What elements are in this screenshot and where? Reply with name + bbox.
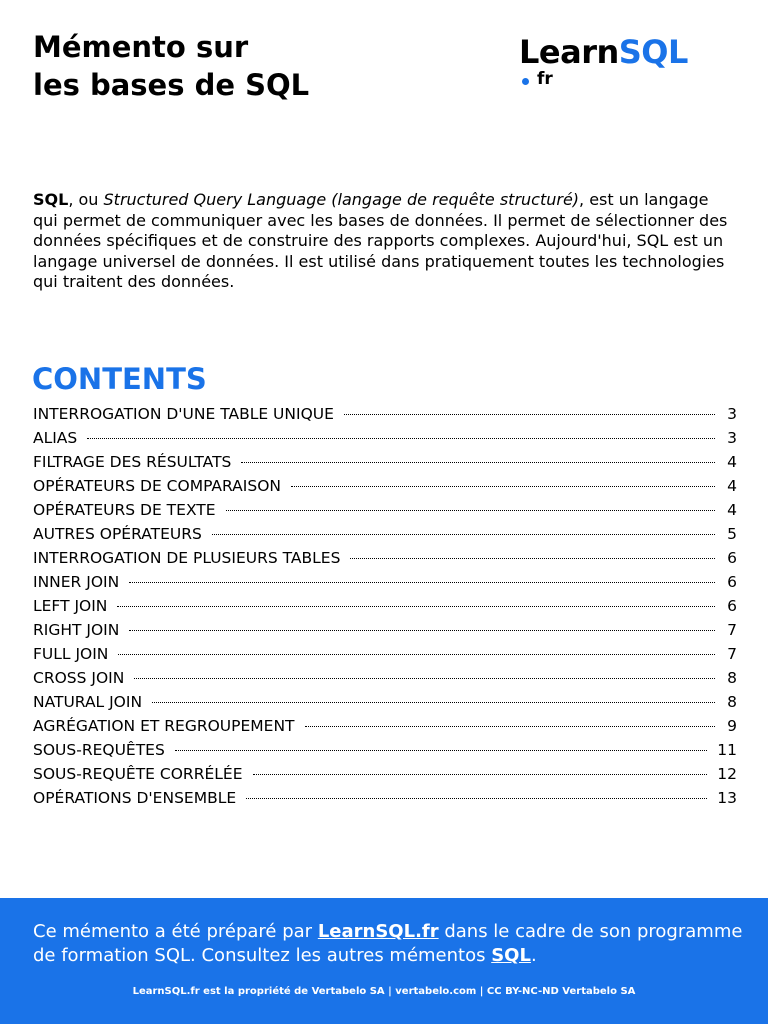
toc-dot-leader bbox=[87, 438, 715, 439]
footer-text bbox=[33, 920, 748, 968]
toc-entry-label: NATURAL JOIN bbox=[33, 693, 143, 711]
toc-dot-leader bbox=[129, 582, 715, 583]
toc-entry-page-number: 6 bbox=[727, 597, 737, 615]
toc-entry[interactable] bbox=[33, 498, 737, 522]
toc-dot-leader bbox=[152, 702, 715, 703]
toc-entry-label: RIGHT JOIN bbox=[33, 621, 120, 639]
toc-dot-leader bbox=[241, 462, 715, 463]
toc-dot-leader bbox=[291, 486, 715, 487]
toc-dot-leader bbox=[226, 510, 715, 511]
toc-entry[interactable] bbox=[33, 426, 737, 450]
page-title-line-2: les bases de SQL bbox=[33, 68, 310, 102]
intro-italic-term: Structured Query Language (langage de requête structuré) bbox=[103, 190, 580, 209]
toc-entry-page-number: 5 bbox=[727, 525, 737, 543]
intro-connector: , ou bbox=[68, 190, 104, 209]
toc-entry[interactable] bbox=[33, 522, 737, 546]
toc-entry-page-number: 8 bbox=[727, 669, 737, 687]
toc-entry[interactable] bbox=[33, 762, 737, 786]
footer-text-part-3: . bbox=[530, 945, 537, 966]
toc-entry-label: FILTRAGE DES RÉSULTATS bbox=[33, 453, 232, 471]
toc-entry-label: FULL JOIN bbox=[33, 645, 109, 663]
toc-dot-leader bbox=[350, 558, 715, 559]
toc-entry-label: INTERROGATION D'UNE TABLE UNIQUE bbox=[33, 405, 334, 423]
toc-entry-page-number: 4 bbox=[727, 477, 737, 495]
toc-entry-page-number: 7 bbox=[727, 645, 737, 663]
toc-dot-leader bbox=[118, 654, 715, 655]
toc-entry[interactable] bbox=[33, 594, 737, 618]
toc-entry-label: SOUS-REQUÊTES bbox=[33, 741, 165, 759]
toc-entry[interactable] bbox=[33, 786, 737, 810]
toc-entry-page-number: 6 bbox=[727, 573, 737, 591]
toc-entry-page-number: 13 bbox=[717, 789, 737, 807]
table-of-contents bbox=[33, 402, 737, 810]
sql-cheat-sheets-link[interactable]: SQL bbox=[491, 945, 531, 966]
toc-entry[interactable] bbox=[33, 618, 737, 642]
toc-entry-page-number: 3 bbox=[727, 429, 737, 447]
toc-entry-label: ALIAS bbox=[33, 429, 78, 447]
toc-dot-leader bbox=[134, 678, 715, 679]
logo-learn-text: Learn bbox=[519, 33, 619, 71]
intro-body: , est un langage qui permet de communiquer avec les bases de données. Il permet de sélectionner des données spécifiques et de construire des rapports complexes. Aujourd'hui, SQL est un langage universel de données. Il est utilisé dans pratiquement toutes les technologies qui traitent des données. bbox=[33, 190, 728, 292]
toc-entry[interactable] bbox=[33, 450, 737, 474]
page-title bbox=[33, 28, 309, 104]
logo-dot-icon bbox=[522, 78, 529, 85]
toc-entry[interactable] bbox=[33, 546, 737, 570]
toc-entry-label: OPÉRATEURS DE COMPARAISON bbox=[33, 477, 281, 495]
toc-entry-label: SOUS-REQUÊTE CORRÉLÉE bbox=[33, 765, 243, 783]
toc-dot-leader bbox=[253, 774, 708, 775]
toc-entry-label: OPÉRATIONS D'ENSEMBLE bbox=[33, 789, 237, 807]
learnsql-logo bbox=[519, 30, 739, 100]
toc-entry-label: INNER JOIN bbox=[33, 573, 120, 591]
toc-entry[interactable] bbox=[33, 570, 737, 594]
learnsql-link[interactable]: LearnSQL.fr bbox=[317, 921, 439, 942]
footer-banner bbox=[0, 898, 768, 1024]
footer-text-part-1: Ce mémento a été préparé par bbox=[33, 921, 318, 942]
toc-entry-label: LEFT JOIN bbox=[33, 597, 108, 615]
toc-entry-page-number: 11 bbox=[717, 741, 737, 759]
toc-entry[interactable] bbox=[33, 474, 737, 498]
copyright-notice: LearnSQL.fr est la propriété de Vertabelo SA | vertabelo.com | CC BY-NC-ND Vertabelo SA bbox=[132, 986, 636, 997]
toc-entry-page-number: 3 bbox=[727, 405, 737, 423]
toc-entry-page-number: 4 bbox=[727, 501, 737, 519]
contents-heading: CONTENTS bbox=[32, 362, 207, 396]
intro-bold-term: SQL bbox=[33, 190, 69, 209]
toc-dot-leader bbox=[117, 606, 715, 607]
toc-entry-label: AUTRES OPÉRATEURS bbox=[33, 525, 202, 543]
toc-entry-page-number: 9 bbox=[727, 717, 737, 735]
toc-dot-leader bbox=[305, 726, 715, 727]
toc-dot-leader bbox=[246, 798, 707, 799]
toc-dot-leader bbox=[344, 414, 715, 415]
toc-entry[interactable] bbox=[33, 714, 737, 738]
intro-paragraph bbox=[33, 190, 738, 293]
page-title-line-1: Mémento sur bbox=[33, 30, 249, 64]
toc-entry[interactable] bbox=[33, 642, 737, 666]
toc-entry-label: INTERROGATION DE PLUSIEURS TABLES bbox=[33, 549, 341, 567]
toc-dot-leader bbox=[175, 750, 707, 751]
toc-entry[interactable] bbox=[33, 666, 737, 690]
toc-entry-label: AGRÉGATION ET REGROUPEMENT bbox=[33, 717, 295, 735]
toc-entry[interactable] bbox=[33, 690, 737, 714]
toc-entry-label: OPÉRATEURS DE TEXTE bbox=[33, 501, 216, 519]
logo-fr-text: fr bbox=[537, 69, 553, 89]
toc-dot-leader bbox=[129, 630, 715, 631]
toc-entry-page-number: 4 bbox=[727, 453, 737, 471]
toc-entry-page-number: 7 bbox=[727, 621, 737, 639]
toc-entry[interactable] bbox=[33, 738, 737, 762]
toc-entry-page-number: 8 bbox=[727, 693, 737, 711]
toc-entry[interactable] bbox=[33, 402, 737, 426]
toc-entry-label: CROSS JOIN bbox=[33, 669, 125, 687]
toc-entry-page-number: 6 bbox=[727, 549, 737, 567]
toc-dot-leader bbox=[212, 534, 715, 535]
footer-text-part-2: dans le cadre de son programme de formation SQL. Consultez les autres mémentos bbox=[33, 921, 743, 966]
logo-sql-text: SQL bbox=[618, 33, 688, 71]
toc-entry-page-number: 12 bbox=[717, 765, 737, 783]
